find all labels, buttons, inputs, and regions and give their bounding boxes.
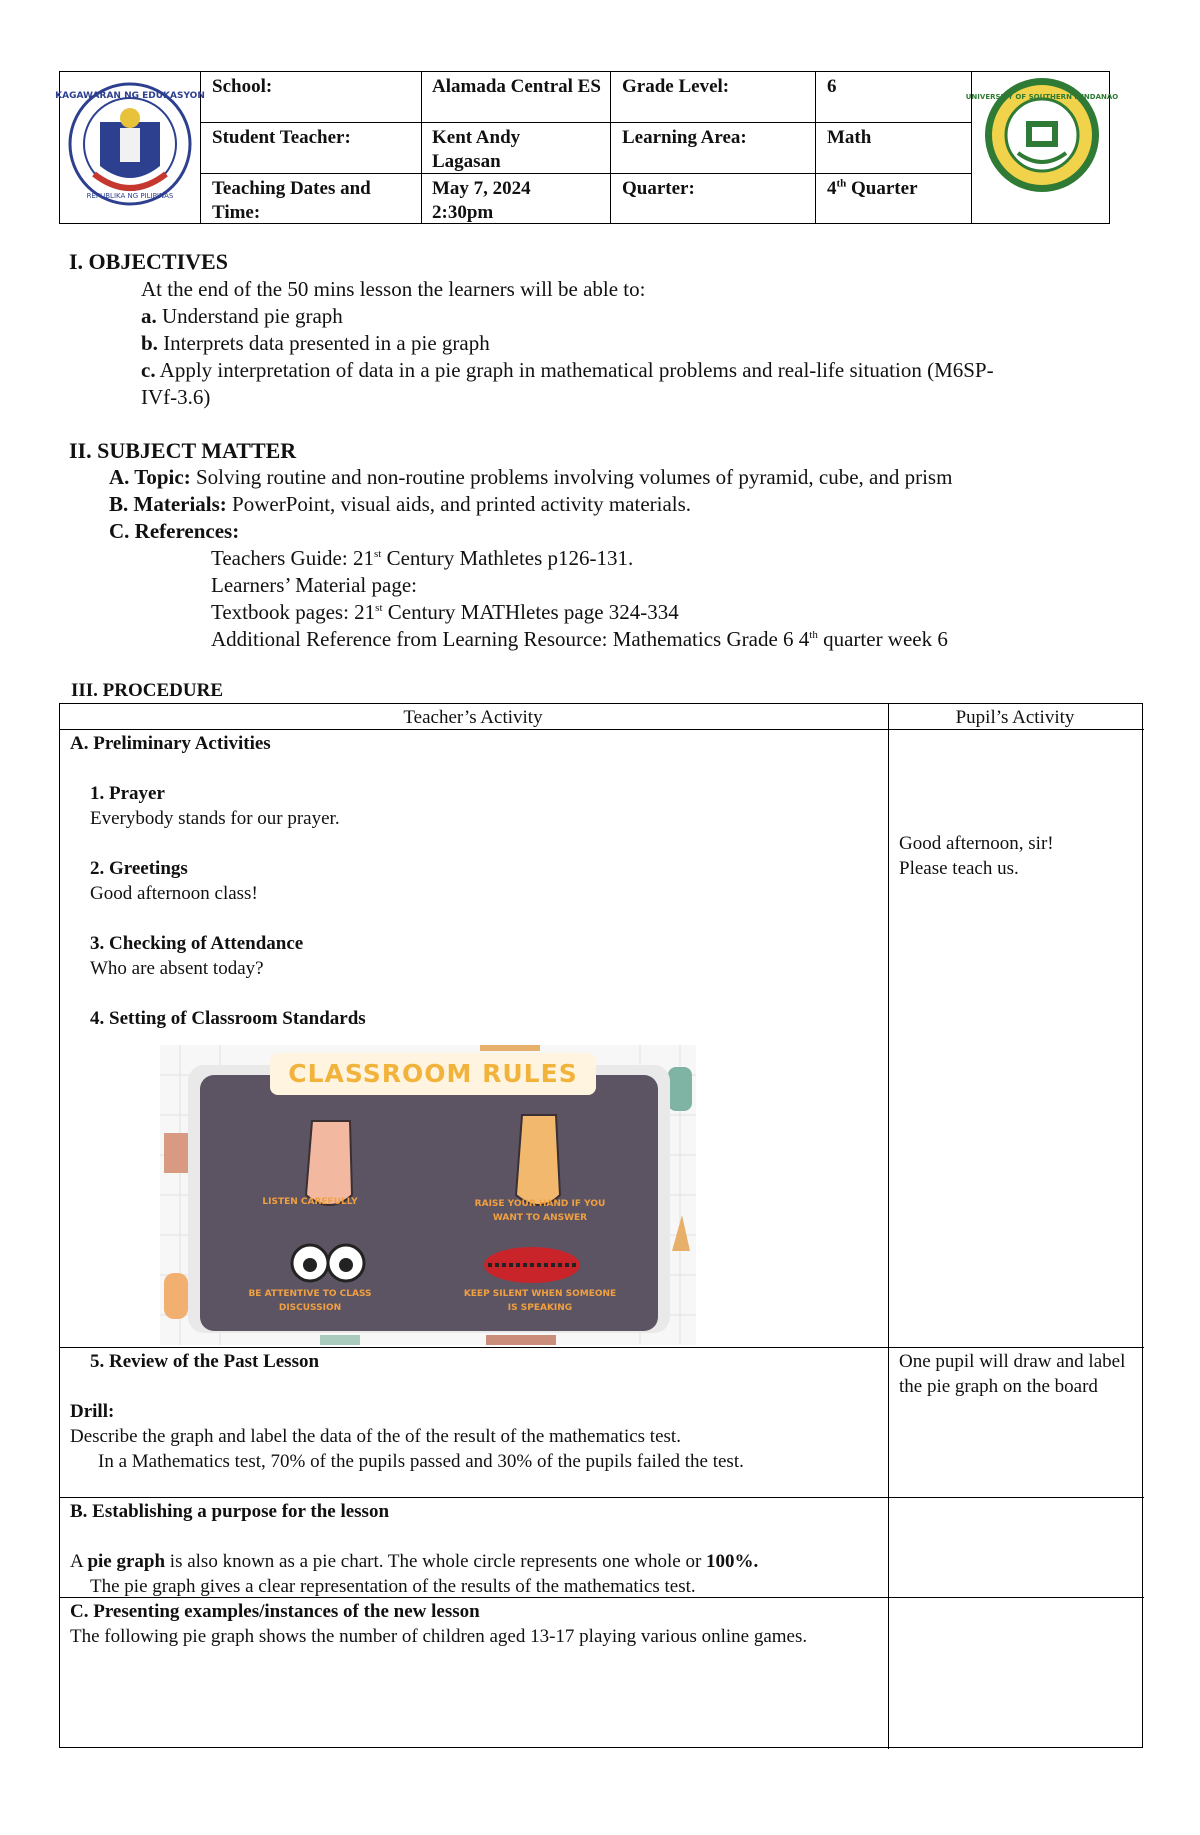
review-heading: 5. Review of the Past Lesson [90, 1351, 320, 1372]
preliminary-activities-heading: A. Preliminary Activities [70, 733, 271, 754]
rule-be-attentive: BE ATTENTIVE TO CLASS DISCUSSION [248, 1289, 372, 1313]
learning-area-label: Learning Area: [622, 127, 747, 148]
pie-graph-definition: A pie graph is also known as a pie chart. The whole circle represents one whole or 100%. [70, 1551, 759, 1572]
school-label: School: [212, 76, 273, 97]
objectives-heading: I. OBJECTIVES [69, 249, 228, 274]
school-value: Alamada Central ES [432, 76, 601, 97]
student-teacher-value: Kent Andy Lagasan [432, 127, 521, 172]
reference-additional: Additional Reference from Learning Resource: Mathematics Grade 6 4th quarter week 6 [211, 627, 948, 651]
student-teacher-label: Student Teacher: [212, 127, 351, 148]
drill-heading: Drill: [70, 1401, 115, 1422]
quarter-value: 4th Quarter [827, 177, 918, 199]
objective-c: c. Apply interpretation of data in a pie graph in mathematical problems and real-life situation (M6SP- [141, 358, 994, 382]
usm-seal-logo [965, 75, 1119, 195]
reference-teachers-guide: Teachers Guide: 21st Century Mathletes p126-131. [211, 546, 634, 570]
header-table [55, 71, 1119, 224]
quarter-label: Quarter: [622, 178, 695, 199]
greetings-text: Good afternoon class! [90, 883, 258, 904]
classroom-standards-heading: 4. Setting of Classroom Standards [90, 1008, 366, 1029]
drill-problem: In a Mathematics test, 70% of the pupils passed and 30% of the pupils failed the test. [98, 1451, 744, 1472]
pupil-greeting-line1: Good afternoon, sir! [899, 833, 1054, 854]
objective-c-cont: IVf-3.6) [141, 385, 211, 409]
objectives-intro: At the end of the 50 mins lesson the learners will be able to: [141, 277, 646, 301]
teaching-dates-label: Teaching Dates and Time: [212, 178, 371, 223]
references-label: C. References: [109, 519, 240, 543]
drill-text: Describe the graph and label the data of the of the result of the mathematics test. [70, 1426, 681, 1447]
objective-b: b. Interprets data presented in a pie graph [141, 331, 490, 355]
reference-learners-material: Learners’ Material page: [211, 573, 417, 597]
greetings-heading: 2. Greetings [90, 858, 188, 879]
attendance-heading: 3. Checking of Attendance [90, 933, 304, 954]
classroom-rules-poster [160, 1045, 696, 1345]
pupil-greeting-line2: Please teach us. [899, 858, 1019, 879]
col-header-pupil: Pupil’s Activity [955, 707, 1075, 728]
pupil-drill-response: One pupil will draw and label the pie graph on the board [899, 1351, 1126, 1397]
attendance-text: Who are absent today? [90, 958, 264, 979]
svg-text:KAGAWARAN NG EDUKASYON: KAGAWARAN NG EDUKASYON [55, 91, 205, 101]
prayer-heading: 1. Prayer [90, 783, 165, 804]
grade-level-value: 6 [827, 76, 837, 97]
reference-textbook: Textbook pages: 21st Century MATHletes page 324-334 [211, 600, 679, 624]
rule-keep-silent: KEEP SILENT WHEN SOMEONE IS SPEAKING [463, 1289, 617, 1313]
rule-raise-hand: RAISE YOUR HAND IF YOU WANT TO ANSWER [474, 1199, 606, 1223]
prayer-text: Everybody stands for our prayer. [90, 808, 340, 829]
topic-line: A. Topic: Solving routine and non-routine problems involving volumes of pyramid, cube, and prism [109, 465, 953, 489]
presenting-examples-text: The following pie graph shows the number of children aged 13-17 playing various online games. [70, 1626, 808, 1647]
purpose-heading: B. Establishing a purpose for the lesson [70, 1501, 390, 1522]
pie-graph-purpose: The pie graph gives a clear representation of the results of the mathematics test. [90, 1576, 696, 1597]
objective-a: a. Understand pie graph [141, 304, 343, 328]
grade-level-label: Grade Level: [622, 76, 730, 97]
subject-matter-heading: II. SUBJECT MATTER [69, 438, 297, 463]
learning-area-value: Math [827, 127, 872, 148]
svg-text:REPUBLIKA NG PILIPINAS: REPUBLIKA NG PILIPINAS [86, 192, 174, 200]
teaching-time-value: 2:30pm [432, 202, 494, 223]
procedure-heading: III. PROCEDURE [71, 680, 224, 701]
materials-line: B. Materials: PowerPoint, visual aids, and printed activity materials. [109, 492, 692, 516]
teaching-date-value: May 7, 2024 [432, 178, 531, 199]
rule-listen-carefully: LISTEN CAREFULLY [262, 1197, 358, 1207]
col-header-teacher: Teacher’s Activity [403, 707, 543, 728]
poster-title: CLASSROOM RULES [288, 1059, 578, 1088]
deped-seal-logo [55, 78, 205, 216]
presenting-examples-heading: C. Presenting examples/instances of the new lesson [70, 1601, 480, 1622]
svg-text:UNIVERSITY OF SOUTHERN MINDANA: UNIVERSITY OF SOUTHERN MINDANAO [965, 93, 1119, 101]
